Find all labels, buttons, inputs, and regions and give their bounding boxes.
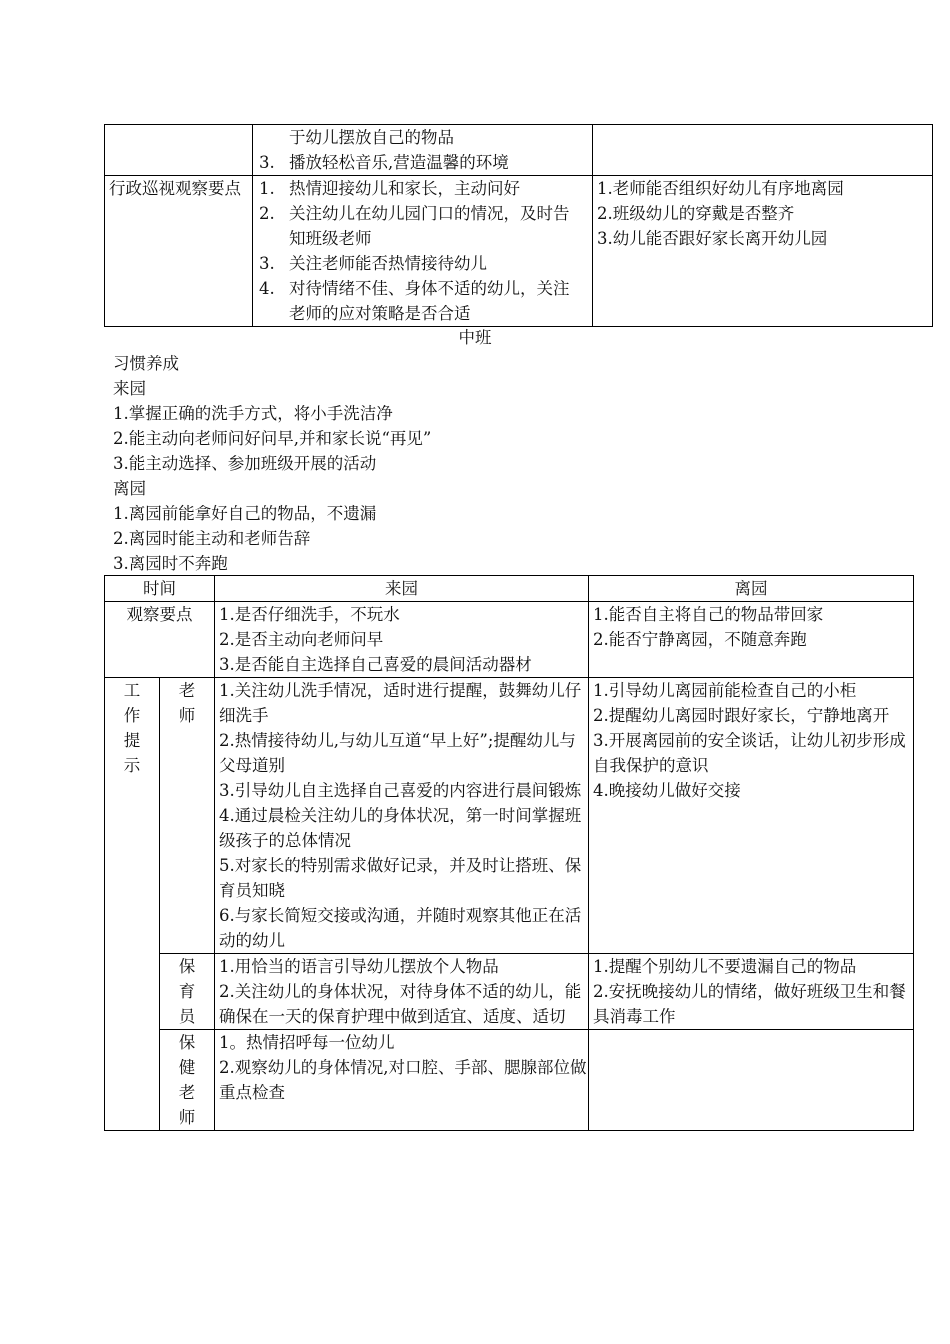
list-item: 1.离园前能拿好自己的物品，不遗漏 [113,504,377,523]
table-cell [215,1030,589,1131]
table-cell [593,176,933,327]
list-item: 1.能否自主将自己的物品带回家 [593,605,824,624]
middle-class-schedule-table [104,575,914,1131]
habits-section [113,351,431,576]
table-cell [215,678,589,954]
header-time: 时间 [105,576,215,602]
list-item: 3.离园时不奔跑 [113,554,228,573]
list-item: 4.通过晨检关注幼儿的身体状况，第一时间掌握班级孩子的总体情况 [219,806,582,850]
list-item: 1.用恰当的语言引导幼儿摆放个人物品 [219,957,499,976]
list-item: 2.能主动向老师问好问早,并和家长说“再见” [113,429,432,448]
table-row [105,1030,914,1131]
list-item: 1.老师能否组织好幼儿有序地离园 [597,179,844,198]
list-item: 3.能主动选择、参加班级开展的活动 [113,454,377,473]
table-row [105,678,914,954]
list-item: 2.提醒幼儿离园时跟好家长，宁静地离开 [593,706,890,725]
header-leave: 离园 [589,576,914,602]
table-cell [589,1030,914,1131]
table-cell [253,176,593,327]
table-cell [589,954,914,1030]
table-cell [253,125,593,176]
table-cell [589,678,914,954]
list-item: 1.关注幼儿洗手情况，适时进行提醒，鼓舞幼儿仔细洗手 [219,681,582,725]
table-cell [105,125,253,176]
row-label-admin-inspection: 行政巡视观察要点 [105,176,253,327]
table-cell [215,602,589,678]
table-row [105,125,933,176]
table-header-row [105,576,914,602]
section-title: 中班 [458,328,492,347]
list-item: 2.能否宁静离园，不随意奔跑 [593,630,807,649]
table-row [105,176,933,327]
list-item: 1. 热情迎接幼儿和家长，主动问好 [259,179,520,198]
row-label-nurse: 保 育 员 [160,954,215,1030]
list-item: 2.安抚晚接幼儿的情绪，做好班级卫生和餐具消毒工作 [593,982,906,1026]
list-item: 1.掌握正确的洗手方式，将小手洗洁净 [113,404,393,423]
table-cell [593,125,933,176]
list-item: 1.是否仔细洗手，不玩水 [219,605,400,624]
header-arrive: 来园 [215,576,589,602]
table-row [105,954,914,1030]
leave-label: 离园 [113,479,146,498]
row-label-observe: 观察要点 [105,602,215,678]
table-row [105,602,914,678]
list-item: 3. 关注老师能否热情接待幼儿 [259,254,487,273]
list-item: 2.热情接待幼儿,与幼儿互道“早上好”;提醒幼儿与父母道别 [219,731,576,775]
table-cell [215,954,589,1030]
list-item: 3.开展离园前的安全谈话，让幼儿初步形成自我保护的意识 [593,731,906,775]
admin-inspection-table [104,124,933,327]
list-item: 1.引导幼儿离园前能检查自己的小柜 [593,681,857,700]
list-item: 6.与家长简短交接或沟通，并随时观察其他正在活动的幼儿 [219,906,582,950]
list-item: 3.幼儿能否跟好家长离开幼儿园 [597,229,828,248]
list-item: 2.观察幼儿的身体情况,对口腔、手部、腮腺部位做重点检查 [219,1058,587,1102]
list-item: 5.对家长的特别需求做好记录，并及时让搭班、保育员知晓 [219,856,582,900]
list-item: 4. 对待情绪不佳、身体不适的幼儿，关注老师的应对策略是否合适 [259,279,570,323]
row-label-health-teacher: 保 健 老 师 [160,1030,215,1131]
list-item: 1。热情招呼每一位幼儿 [219,1033,395,1052]
list-item: 2.班级幼儿的穿戴是否整齐 [597,204,795,223]
list-item: 4.晚接幼儿做好交接 [593,781,741,800]
habits-heading: 习惯养成 [113,354,179,373]
list-item: 于幼儿摆放自己的物品 [289,128,454,147]
list-item: 3. 播放轻松音乐,营造温馨的环境 [259,153,509,172]
row-label-work-tips: 工 作 提 示 [105,678,160,1131]
row-label-teacher: 老 师 [160,678,215,954]
arrive-label: 来园 [113,379,146,398]
list-item: 3.是否能自主选择自己喜爱的晨间活动器材 [219,655,532,674]
list-item: 3.引导幼儿自主选择自己喜爱的内容进行晨间锻炼 [219,781,582,800]
table-cell [589,602,914,678]
list-item: 2.是否主动向老师问早 [219,630,384,649]
list-item: 1.提醒个别幼儿不要遗漏自己的物品 [593,957,857,976]
list-item: 2.关注幼儿的身体状况，对待身体不适的幼儿，能确保在一天的保育护理中做到适宜、适度、适切 [219,982,582,1026]
list-item: 2.离园时能主动和老师告辞 [113,529,311,548]
list-item: 2. 关注幼儿在幼儿园门口的情况，及时告知班级老师 [259,204,570,248]
